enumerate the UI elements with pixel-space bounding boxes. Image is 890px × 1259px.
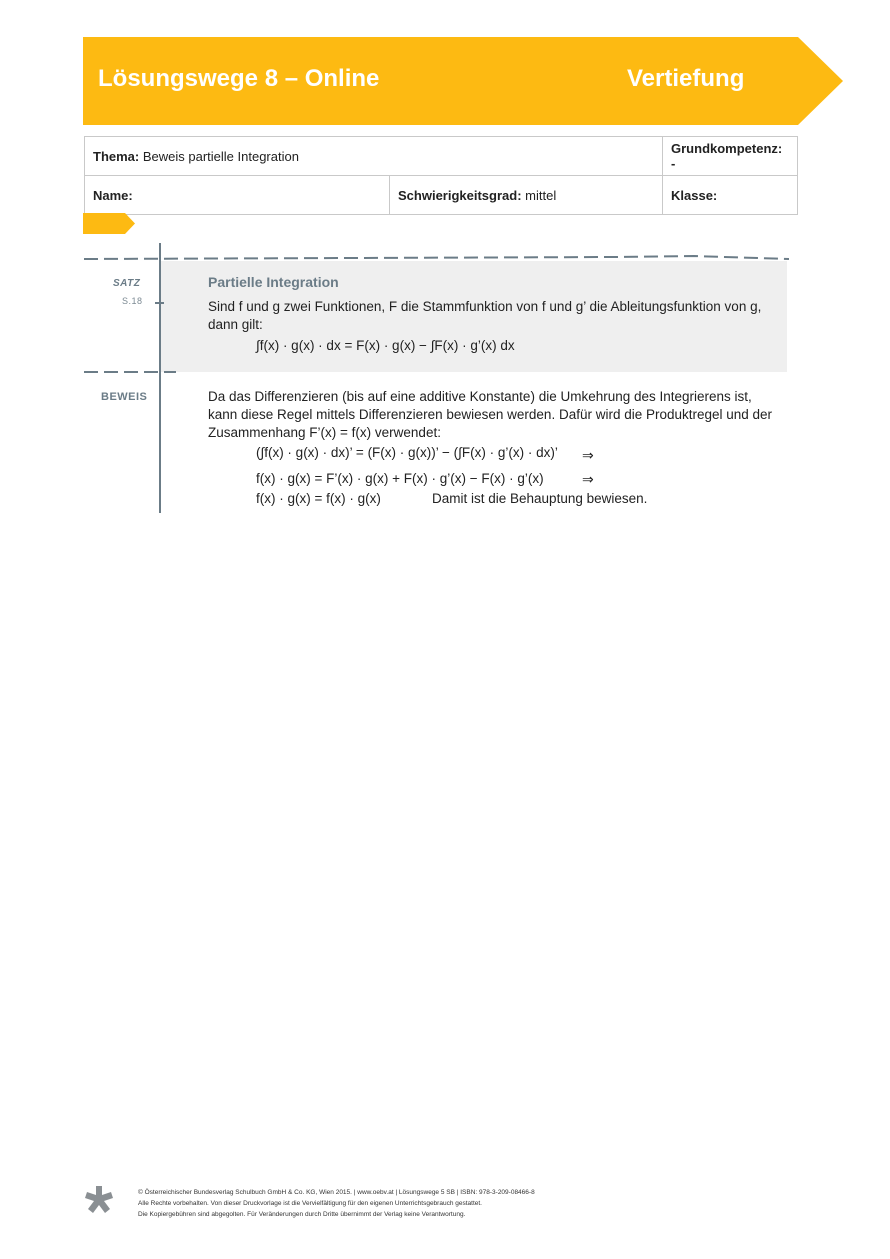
- dashed-divider-top: [84, 250, 789, 264]
- footer-line-3: Die Kopiergebühren sind abgegolten. Für Veränderungen durch Dritte übernimmt der Verlag keine Verantwortung.: [138, 1211, 466, 1218]
- page-title: Lösungswege 8 – Online: [98, 65, 380, 92]
- category-label: Vertiefung: [627, 65, 745, 92]
- klasse-label: Klasse:: [671, 187, 718, 203]
- section-tag-shape: [83, 213, 135, 234]
- satz-label: SATZ: [113, 278, 141, 289]
- worksheet-info-table: [84, 136, 798, 215]
- name-label: Name:: [93, 187, 133, 203]
- schwierigkeit-label: Schwierigkeitsgrad:: [398, 187, 522, 203]
- footer-copyright: [138, 1187, 698, 1220]
- schwierigkeit-cell: [390, 176, 663, 215]
- proof-equation-2: f(x) · g(x) = F’(x) · g(x) + F(x) · g’(x) − F(x) · g’(x): [256, 471, 544, 486]
- page-reference: S.18: [122, 296, 143, 306]
- klasse-cell: [663, 176, 798, 215]
- implies-arrow-1: ⇒: [582, 447, 594, 463]
- schwierigkeit-value: mittel: [525, 187, 557, 203]
- satz-formula: ∫f(x) · g(x) · dx = F(x) · g(x) − ∫F(x) · g’(x) dx: [256, 338, 515, 353]
- proof-equation-1: (∫f(x) · g(x) · dx)’ = (F(x) · g(x))’ − (∫F(x) · g’(x) · dx)’: [256, 445, 558, 460]
- margin-rule: [159, 243, 161, 513]
- grundkompetenz-cell: [663, 137, 798, 176]
- satz-text: Sind f und g zwei Funktionen, F die Stammfunktion von f und g’ die Ableitungsfunktion von g, dann gilt:: [208, 299, 762, 332]
- beweis-text: Da das Differenzieren (bis auf eine additive Konstante) die Umkehrung des Integrierens ist, kann diese Regel mittels Differenzieren bewiesen werden. Dafür wird die Produktregel und der Zusammenhang F’(x) = f(x) verwendet:: [208, 389, 773, 440]
- publisher-logo-icon: [84, 1186, 114, 1216]
- thema-cell: [85, 137, 663, 176]
- footer-line-2: Alle Rechte vorbehalten. Von dieser Druckvorlage ist die Vervielfältigung für den eigenen Unterrichtsgebrauch gestattet.: [138, 1200, 482, 1207]
- proof-equation-3: f(x) · g(x) = f(x) · g(x): [256, 491, 381, 506]
- footer-line-1: © Österreichischer Bundesverlag Schulbuch GmbH & Co. KG, Wien 2015. | www.oebv.at | Lösungswege 5 SB | ISBN: 978-3-209-08466-8: [138, 1189, 535, 1196]
- satz-title: Partielle Integration: [208, 274, 339, 290]
- thema-value: Beweis partielle Integration: [142, 148, 299, 164]
- grundkompetenz-label: Grundkompetenz:: [671, 141, 783, 156]
- margin-tick: [155, 302, 164, 304]
- beweis-label: BEWEIS: [101, 391, 148, 403]
- name-cell: [85, 176, 390, 215]
- grundkompetenz-value: -: [671, 156, 676, 171]
- dashed-divider-middle: [84, 369, 179, 375]
- thema-label: Thema:: [93, 148, 140, 164]
- header-banner: [83, 37, 843, 125]
- implies-arrow-2: ⇒: [582, 471, 594, 487]
- proof-conclusion: Damit ist die Behauptung bewiesen.: [432, 491, 648, 506]
